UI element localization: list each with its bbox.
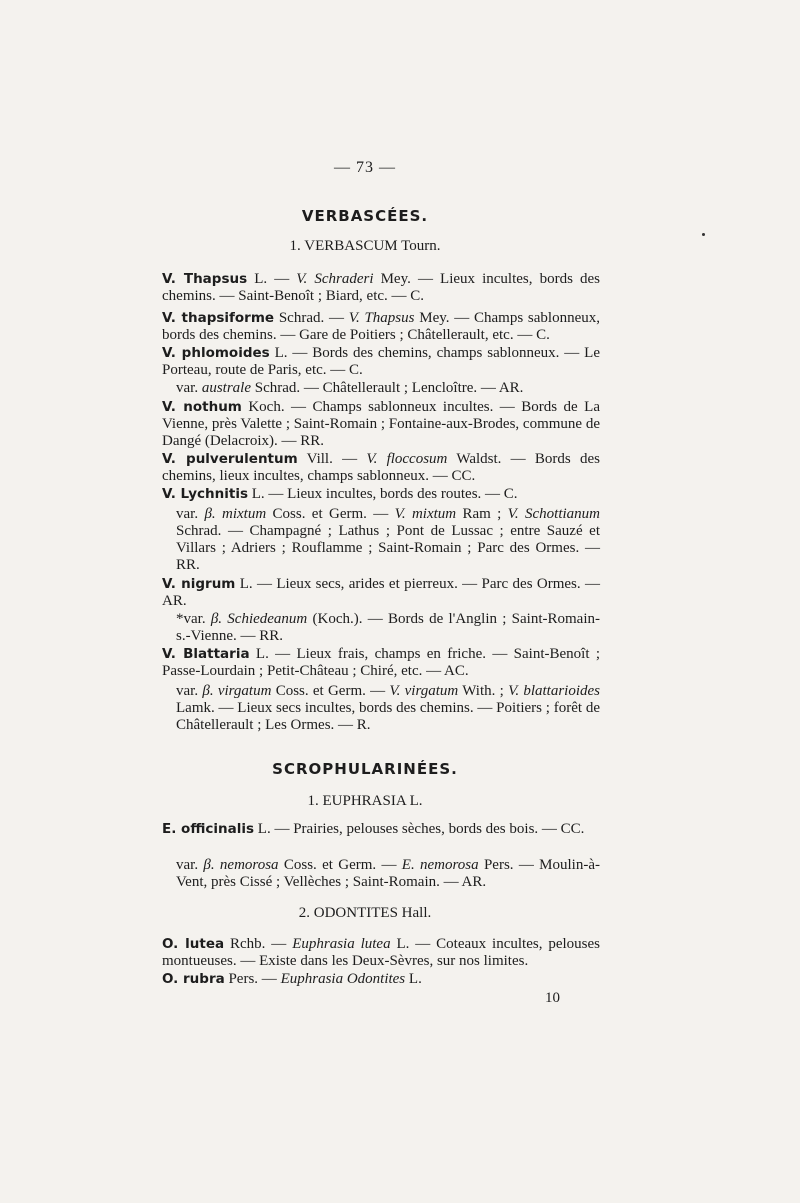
genus-heading-euphrasia: 1. EUPHRASIA L.	[307, 793, 423, 809]
signature-mark: 10	[545, 990, 560, 1006]
entry-nothum: V. nothum Koch. — Champs sablonneux incultes. — Bords de La Vienne, près Valette ; Saint-Romain ; Fontaine-aux-Brodes, commune de Dangé (Delacroix). — RR.	[162, 399, 601, 449]
genus-heading-odontites: 2. ODONTITES Hall.	[298, 905, 432, 921]
family-heading-verbascees: VERBASCÉES.	[301, 207, 429, 225]
entry-pulverulentum: V. pulverulentum Vill. — V. floccosum Waldst. — Bords des chemins, lieux incultes, champs sablonneux. — CC.	[162, 451, 600, 484]
entry-thapsiforme: V. thapsiforme Schrad. — V. Thapsus Mey. — Champs sablonneux, bords des chemins. — Gare de Poitiers ; Châtellerault, etc. — C.	[162, 310, 600, 343]
entry-thapsus: V. Thapsus L. — V. Schraderi Mey. — Lieux incultes, bords des chemins. — Saint-Benoît ; Biard, etc. — C.	[162, 271, 600, 304]
entry-var-nemorosa: var. β. nemorosa Coss. et Germ. — E. nemorosa Pers. — Moulin-à-Vent, près Cissé ; Vellèches ; Saint-Romain. — AR.	[176, 857, 600, 890]
entry-var-virgatum: var. β. virgatum Coss. et Germ. — V. virgatum With. ; V. blattarioides Lamk. — Lieux secs incultes, bords des chemins. — Poitiers ; forêt de Châtellerault ; Les Ormes. — R.	[176, 683, 601, 733]
entry-lychnitis: V. Lychnitis L. — Lieux incultes, bords des routes. — C.	[162, 486, 518, 502]
genus-heading-verbascum: 1. VERBASCUM Tourn.	[289, 238, 441, 254]
entry-rubra: O. rubra Pers. — Euphrasia Odontites L.	[162, 971, 422, 987]
entry-var-mixtum: var. β. mixtum Coss. et Germ. — V. mixtum Ram ; V. Schottianum Schrad. — Champagné ; Lathus ; Pont de Lussac ; entre Sauzé et Villars ; Adriers ; Rouflamme ; Saint-Romain ; Parc des Ormes. — RR.	[176, 506, 600, 573]
entry-var-australe: var. australe Schrad. — Châtellerault ; Lencloître. — AR.	[176, 380, 524, 396]
entry-nigrum: V. nigrum L. — Lieux secs, arides et pierreux. — Parc des Ormes. — AR.	[162, 576, 600, 609]
page-number: — 73 —	[334, 159, 396, 176]
entry-var-schiedeanum: *var. β. Schiedeanum (Koch.). — Bords de l'Anglin ; Saint-Romain-s.-Vienne. — RR.	[176, 611, 600, 644]
family-heading-scrophularinees: SCROPHULARINÉES.	[272, 760, 458, 778]
print-speck	[702, 233, 705, 236]
entry-lutea: O. lutea Rchb. — Euphrasia lutea L. — Coteaux incultes, pelouses montueuses. — Existe dans les Deux-Sèvres, sur nos limites.	[162, 936, 601, 969]
entry-blattaria: V. Blattaria L. — Lieux frais, champs en friche. — Saint-Benoît ; Passe-Lourdain ; Petit-Château ; Chiré, etc. — AC.	[162, 646, 601, 679]
entry-phlomoides: V. phlomoides L. — Bords des chemins, champs sablonneux. — Le Porteau, route de Paris, etc. — C.	[162, 345, 600, 378]
entry-officinalis: E. officinalis L. — Prairies, pelouses sèches, bords des bois. — CC.	[162, 821, 585, 837]
